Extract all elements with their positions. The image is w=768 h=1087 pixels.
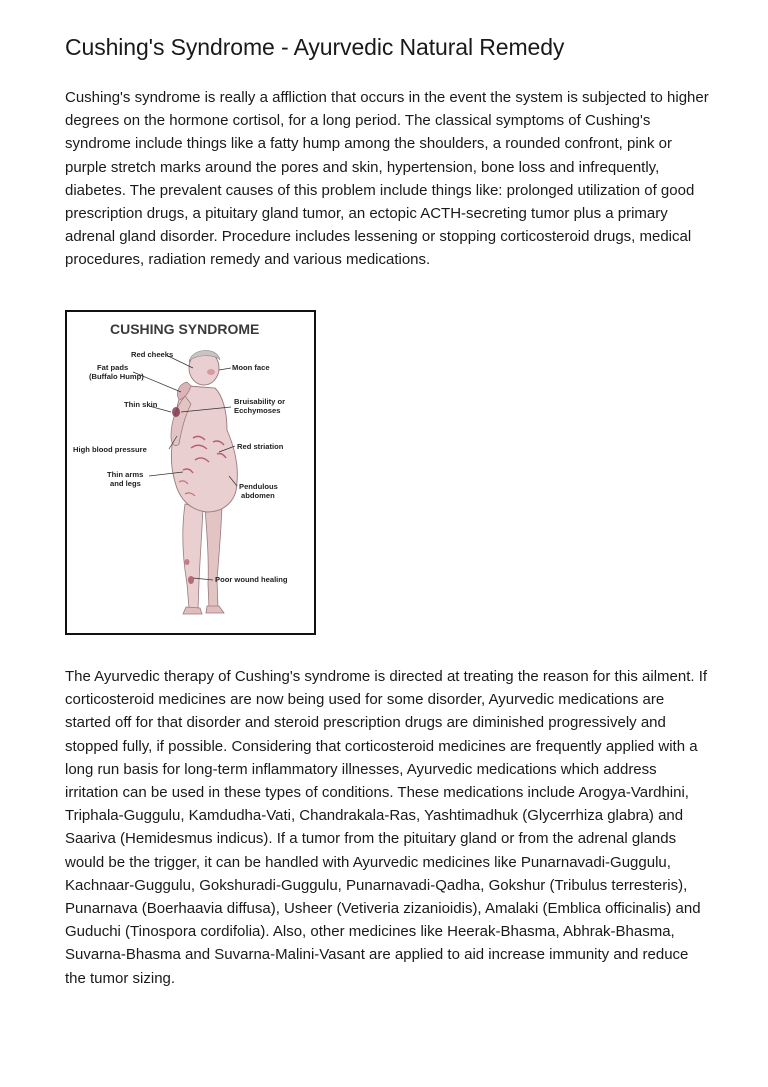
label-red-cheeks: Red cheeks [131, 350, 174, 359]
label-fat-pads: Fat pads [97, 363, 129, 372]
label-pendulous: Pendulous [239, 482, 278, 491]
label-high-blood-pressure: High blood pressure [73, 445, 147, 454]
label-abdomen: abdomen [241, 491, 275, 500]
cushing-syndrome-illustration [65, 310, 316, 635]
figure-title: CUSHING SYNDROME [110, 321, 260, 337]
label-poor-wound-healing: Poor wound healing [215, 575, 288, 584]
label-thin-skin: Thin skin [124, 400, 158, 409]
label-thin-arms: Thin arms [107, 470, 144, 479]
treatment-paragraph: The Ayurvedic therapy of Cushing's syndrome is directed at treating the reason for this ailment. If corticosteroid medicines are now being used for some disorder, Ayurvedic medications are started off for that disorder and steroid prescription drugs are diminished progressively and stopped fully, if possible. Considering that corticosteroid medicines are frequently applied with a long run basis for long-term inflammatory illnesses, Ayurvedic medications which address irritation can be used in these types of conditions. These medications include Arogya-Vardhini, Triphala-Guggulu, Kamdudha-Vati, Chandrakala-Ras, Yashtimadhuk (Glycerrhiza glabra) and Saariva (Hemidesmus indicus). If a tumor from the pituitary gland or from the adrenal glands would be the trigger, it can be handled with Ayurvedic medicines like Punarnavadi-Guggulu, Kachnaar-Guggulu, Gokshuradi-Guggulu, Punarnavadi-Qadha, Gokshur (Tribulus terresteris), Punarnava (Boerhaavia diffusa), Usheer (Vetiveria zizanioidis), Amalaki (Emblica officinalis) and Guduchi (Tinospora cordifolia). Also, other medicines like Heerak-Bhasma, Abhrak-Bhasma, Suvarna-Bhasma and Suvarna-Malini-Vasant are applied to aid increase immunity and reduce the tumor sizing. [65, 668, 708, 987]
page-title: Cushing's Syndrome - Ayurvedic Natural Remedy [65, 34, 565, 60]
label-buffalo-hump: (Buffalo Hump) [89, 372, 144, 381]
label-red-striation: Red striation [237, 442, 284, 451]
label-bruisability: Bruisability or [234, 397, 286, 406]
label-moon-face: Moon face [232, 363, 270, 372]
label-and-legs: and legs [110, 479, 141, 488]
label-ecchymoses: Ecchymoses [234, 406, 281, 415]
intro-paragraph: Cushing's syndrome is really a affliction that occurs in the event the system is subjected to higher degrees on the hormone cortisol, for a long period. The classical symptoms of Cushing's syndrome include things like a fatty hump among the shoulders, a rounded confront, pink or purple stretch marks around the pores and skin, hypertension, bone loss and infrequently, diabetes. The prevalent causes of this problem include things like: prolonged utilization of good prescription drugs, a pituitary gland tumor, an ectopic ACTH-secreting tumor plus a primary adrenal gland disorder. Procedure includes lessening or stopping corticosteroid drugs, medical procedures, radiation remedy and various medications. [65, 89, 709, 269]
